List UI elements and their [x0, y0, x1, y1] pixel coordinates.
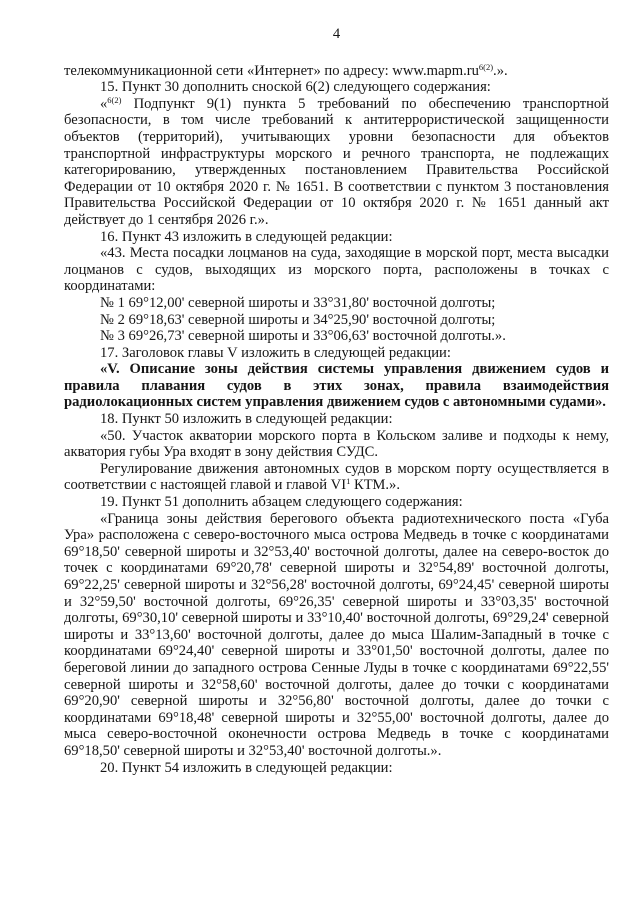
paragraph-item-20: 20. Пункт 54 изложить в следующей редакции: [100, 759, 393, 776]
paragraph-item-18: 18. Пункт 50 изложить в следующей редакции: [100, 411, 393, 428]
paragraph-tail: КТМ.». [350, 477, 400, 494]
paragraph-quote-open: « [100, 95, 108, 112]
document-page [64, 26, 609, 776]
paragraph-footnote-6-2 [64, 96, 609, 229]
coordinate-point-1: № 1 69°12,00' северной широты и 33°31,80' восточной долготы; [100, 294, 496, 311]
paragraph-item-19: 19. Пункт 51 дополнить абзацем следующего содержания: [100, 494, 463, 511]
paragraph-item-50: «50. Участок акватории морского порта в Кольском заливе и подходы к нему, акватория губы Ура входят в зону действия СУДС. [64, 427, 609, 461]
footnote-mark: 6(2) [478, 61, 494, 72]
paragraph-guba-ura-boundary: «Граница зоны действия берегового объекта радиотехнического поста «Губа Ура» расположена с северо-восточного мыса острова Медведь в точке с координатами 69°18,50' северной широты и 32°53,40' восточной долготы, далее на северо-восток до точек с координатами 69°20,78' северной широты и 32°54,89' восточной долготы, 69°22,25' северной широты и 32°56,28' восточной долготы, 69°24,45' северной широты и 32°59,50' восточной долготы, 69°26,35' северной широты и 33°03,35' восточной долготы, 69°30,10' северной широты и 33°10,40' восточной долготы, 69°29,24' северной широты и 33°13,60' восточной долготы, далее до мыса Шалим-Западный в точке с координатами 69°24,40' северной широты и 33°01,50' восточной долготы, далее по береговой линии до западного острова Сенные Луды в точке с координатами 69°22,55' северной широты и 32°58,60' восточной долготы, далее до точки с координатами 69°20,90' северной широты и 32°56,80' восточной долготы, далее до точки с координатами 69°18,48' северной широты и 32°55,00' восточной долготы, далее до мыса северо-восточной оконечности острова Медведь в точке с координатами 69°18,50' северной широты и 32°53,40' восточной долготы.». [64, 510, 609, 759]
paragraph-item-16: 16. Пункт 43 изложить в следующей редакции: [100, 228, 393, 245]
page-number: 4 [332, 26, 341, 42]
paragraph-text: Подпункт 9(1) пункта 5 требований по обеспечению транспортной безопасности, в том числе требований к антитеррористической защищенности объектов (территорий), учитывающих уровни безопасности для объектов транспортной инфраструктуры морского и речного транспорта, не подлежащих категорированию, утвержденных постановлением Правительства Российской Федерации от 10 октября 2020 г. № 1651. В соответствии с пунктом 3 постановления Правительства Российской Федерации от 10 октября 2020 г. № 1651 данный акт действует до 1 сентября 2026 г.». [64, 95, 609, 228]
paragraph-item-43: «43. Места посадки лоцманов на суда, заходящие в морской порт, места высадки лоцманов с судов, выходящих из морского порта, расположены в точках с координатами: [64, 245, 609, 295]
paragraph-tail: .». [493, 62, 508, 79]
footnote-mark: 6(2) [107, 94, 122, 105]
paragraph-text: Регулирование движения автономных судов в морском порту осуществляется в соответствии с настоящей главой и главой VI [64, 460, 609, 494]
paragraph-internet-address [64, 63, 609, 80]
chapter-superscript: 1 [346, 476, 351, 487]
paragraph-autonomous-regulation [64, 461, 609, 494]
coordinate-point-2: № 2 69°18,63' северной широты и 34°25,90' восточной долготы; [100, 311, 496, 328]
coordinate-point-3: № 3 69°26,73' северной широты и 33°06,63' восточной долготы.». [100, 328, 506, 345]
paragraph-item-17: 17. Заголовок главы V изложить в следующей редакции: [100, 344, 451, 361]
paragraph-item-15: 15. Пункт 30 дополнить сноской 6(2) следующего содержания: [100, 79, 491, 96]
chapter-v-heading: «V. Описание зоны действия системы управления движением судов и правила плавания судов в этих зонах, правила взаимодействия радиолокационных систем управления движением судов с автономными судами». [64, 361, 609, 411]
paragraph-text: телекоммуникационной сети «Интернет» по адресу: www.mapm.ru [64, 62, 479, 79]
